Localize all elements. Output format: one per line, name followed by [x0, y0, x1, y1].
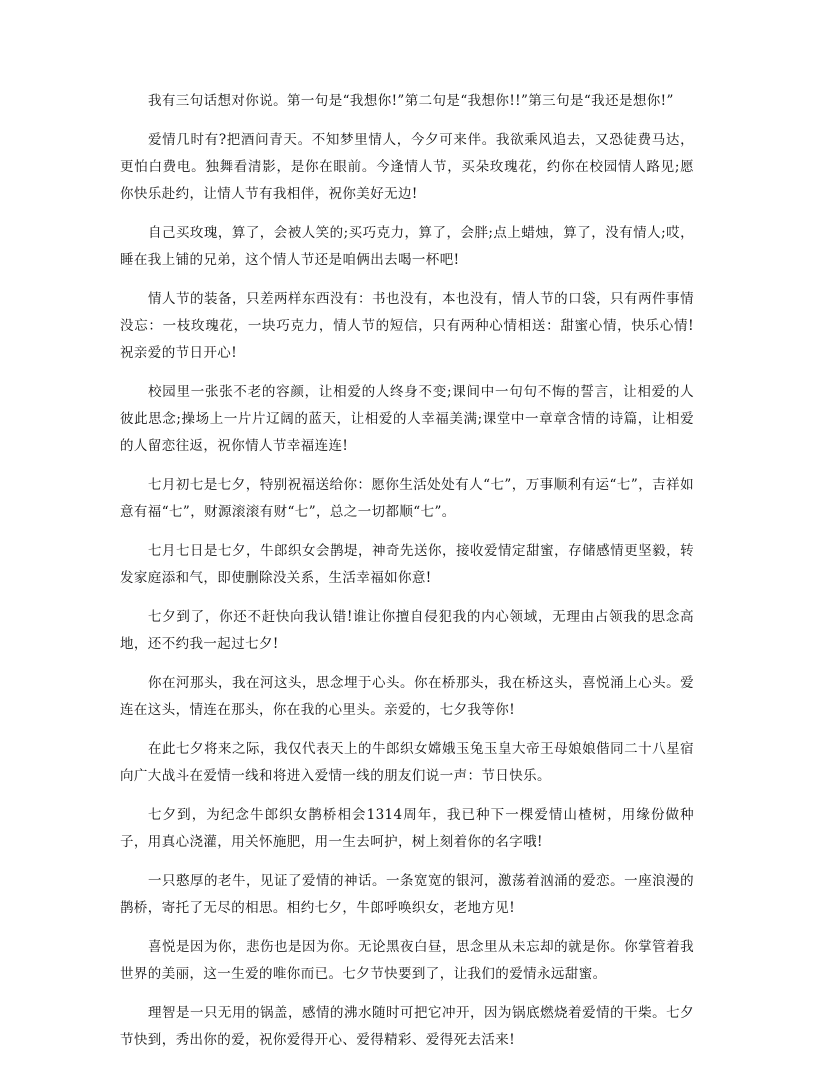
paragraph: 七月七日是七夕，牛郎织女会鹊堤，神奇先送你，接收爱情定甜蜜，存储感情更坚毅，转发家庭添和气，即使删除没关系，生活幸福如你意!: [120, 543, 694, 586]
paragraph: 七夕到了，你还不赶快向我认错!谁让你擅自侵犯我的内心领域，无理由占领我的思念高地，还不约我一起过七夕!: [120, 609, 694, 652]
paragraph: 你在河那头，我在河这头，思念埋于心头。你在桥那头，我在桥这头，喜悦涌上心头。爱连在这头，情连在那头，你在我的心里头。亲爱的，七夕我等你!: [120, 675, 694, 718]
paragraph: 校园里一张张不老的容颜，让相爱的人终身不变;课间中一句句不悔的誓言，让相爱的人彼此思念;操场上一片片辽阔的蓝天，让相爱的人幸福美满;课堂中一章章含情的诗篇，让相爱的人留恋往返，祝你情人节幸福连连!: [120, 384, 694, 454]
paragraph: 七夕到，为纪念牛郎织女鹊桥相会1314周年，我已种下一棵爱情山楂树，用缘份做种子，用真心浇灌，用关怀施肥，用一生去呵护，树上刻着你的名字哦!: [120, 807, 694, 850]
paragraph: 一只憨厚的老牛，见证了爱情的神话。一条宽宽的银河，激荡着汹涌的爱恋。一座浪漫的鹊桥，寄托了无尽的相思。相约七夕，牛郎呼唤织女，老地方见!: [120, 873, 694, 916]
paragraph: 爱情几时有?把酒问青天。不知梦里情人，今夕可来伴。我欲乘风追去，又恐徒费马达，更怕白费电。独舞看清影，是你在眼前。今逢情人节，买朵玫瑰花，约你在校园情人路见;愿你快乐赴约，让情人节有我相伴，祝你美好无边!: [120, 132, 694, 202]
paragraph: 情人节的装备，只差两样东西没有：书也没有，本也没有，情人节的口袋，只有两件事情没忘：一枝玫瑰花，一块巧克力，情人节的短信，只有两种心情相送：甜蜜心情，快乐心情!祝亲爱的节日开心!: [120, 291, 694, 361]
paragraph: 理智是一只无用的锅盖，感情的沸水随时可把它冲开，因为锅底燃烧着爱情的干柴。七夕节快到，秀出你的爱，祝你爱得开心、爱得精彩、爱得死去活来!: [120, 1005, 694, 1048]
paragraph: 自己买玫瑰，算了，会被人笑的;买巧克力，算了，会胖;点上蜡烛，算了，没有情人;哎，睡在我上铺的兄弟，这个情人节还是咱俩出去喝一杯吧!: [120, 225, 694, 268]
paragraph: 我有三句话想对你说。第一句是“我想你!”第二句是“我想你!!”第三句是“我还是想你!”: [148, 93, 674, 109]
paragraph: 喜悦是因为你，悲伤也是因为你。无论黑夜白昼，思念里从未忘却的就是你。你掌管着我世界的美丽，这一生爱的唯你而已。七夕节快要到了，让我们的爱情永远甜蜜。: [120, 939, 694, 982]
paragraph: 七月初七是七夕，特别祝福送给你：愿你生活处处有人“七”，万事顺利有运“七”，吉祥如意有福“七”，财源滚滚有财“七”，总之一切都顺“七”。: [120, 477, 694, 520]
paragraph: 在此七夕将来之际，我仅代表天上的牛郎织女嫦娥玉兔玉皇大帝王母娘娘偕同二十八星宿向广大战斗在爱情一线和将进入爱情一线的朋友们说一声：节日快乐。: [120, 741, 694, 784]
document-body: [120, 88, 694, 1066]
